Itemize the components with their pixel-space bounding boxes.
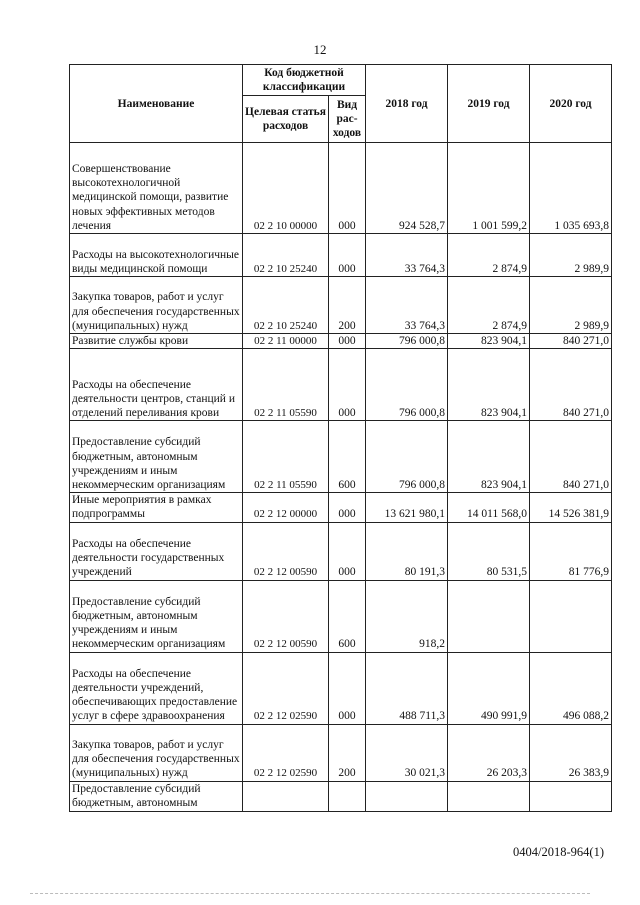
row-expense-kind-cell: 000 [329,349,366,421]
row-2019-value-cell: 80 531,5 [448,522,530,580]
row-2020-value-cell: 840 271,0 [530,349,612,421]
row-name-cell: Совершенствование высокотехнологичной медицинской помощи, развитие новых эффективных методов лечения [70,143,243,234]
row-2019-value-cell: 26 203,3 [448,724,530,781]
row-target-code-cell: 02 2 12 00000 [243,493,329,522]
header-2020: 2020 год [530,65,612,143]
table-header [70,65,612,143]
row-name-cell: Расходы на высокотехнологичные виды медицинской помощи [70,234,243,277]
budget-table [69,64,612,812]
table-row [70,781,612,811]
row-target-code-cell: 02 2 12 00590 [243,580,329,652]
row-name-cell: Расходы на обеспечение деятельности государственных учреждений [70,522,243,580]
row-name-cell: Расходы на обеспечение деятельности центров, станций и отделений переливания крови [70,349,243,421]
row-2018-value-cell: 924 528,7 [366,143,448,234]
row-2019-value-cell: 823 904,1 [448,349,530,421]
table-row [70,493,612,522]
row-expense-kind-cell: 000 [329,652,366,724]
row-2019-value-cell: 2 874,9 [448,234,530,277]
table-row [70,652,612,724]
row-expense-kind-cell: 600 [329,421,366,493]
table-body [70,143,612,812]
row-2020-value-cell: 26 383,9 [530,724,612,781]
row-expense-kind-cell: 000 [329,234,366,277]
row-target-code-cell: 02 2 12 02590 [243,652,329,724]
row-2020-value-cell: 496 088,2 [530,652,612,724]
header-name: Наименование [70,65,243,143]
row-expense-kind-cell: 200 [329,277,366,334]
row-name-cell: Развитие службы крови [70,334,243,349]
row-2020-value-cell: 2 989,9 [530,234,612,277]
row-2019-value-cell: 823 904,1 [448,421,530,493]
row-target-code-cell: 02 2 10 00000 [243,143,329,234]
row-target-code-cell: 02 2 12 02590 [243,724,329,781]
row-expense-kind-cell: 000 [329,493,366,522]
row-target-code-cell [243,781,329,811]
row-expense-kind-cell: 200 [329,724,366,781]
row-expense-kind-cell: 000 [329,522,366,580]
header-2019: 2019 год [448,65,530,143]
table-row [70,234,612,277]
header-kbk: Код бюджетной классификации [243,65,366,96]
table-row [70,334,612,349]
row-2020-value-cell: 81 776,9 [530,522,612,580]
row-name-cell: Расходы на обеспечение деятельности учреждений, обеспечивающих предоставление услуг в сфере здравоохранения [70,652,243,724]
row-target-code-cell: 02 2 11 05590 [243,349,329,421]
row-expense-kind-cell: 600 [329,580,366,652]
table-row [70,522,612,580]
table-row [70,349,612,421]
table-row [70,724,612,781]
row-2020-value-cell: 14 526 381,9 [530,493,612,522]
row-name-cell: Предоставление субсидий бюджетным, автономным учреждениям и иным некоммерческим организациям [70,580,243,652]
row-2018-value-cell: 80 191,3 [366,522,448,580]
row-target-code-cell: 02 2 11 05590 [243,421,329,493]
row-expense-kind-cell [329,781,366,811]
row-2020-value-cell [530,580,612,652]
row-2019-value-cell: 1 001 599,2 [448,143,530,234]
row-expense-kind-cell: 000 [329,334,366,349]
bottom-divider [30,893,590,894]
row-2019-value-cell [448,580,530,652]
row-target-code-cell: 02 2 12 00590 [243,522,329,580]
row-2018-value-cell: 796 000,8 [366,349,448,421]
row-2020-value-cell: 840 271,0 [530,334,612,349]
row-2018-value-cell: 918,2 [366,580,448,652]
row-2018-value-cell: 33 764,3 [366,277,448,334]
header-expense-kind: Вид рас-ходов [329,96,366,143]
row-expense-kind-cell: 000 [329,143,366,234]
row-name-cell: Закупка товаров, работ и услуг для обеспечения государственных (муниципальных) нужд [70,724,243,781]
row-2018-value-cell: 796 000,8 [366,421,448,493]
row-target-code-cell: 02 2 10 25240 [243,277,329,334]
header-2018: 2018 год [366,65,448,143]
row-2019-value-cell: 823 904,1 [448,334,530,349]
table-row [70,143,612,234]
row-target-code-cell: 02 2 10 25240 [243,234,329,277]
row-2018-value-cell: 33 764,3 [366,234,448,277]
row-2019-value-cell [448,781,530,811]
row-2020-value-cell: 2 989,9 [530,277,612,334]
document-code: 0404/2018-964(1) [513,845,604,859]
table-row [70,277,612,334]
header-target-article: Целевая статья расходов [243,96,329,143]
row-2018-value-cell: 488 711,3 [366,652,448,724]
table-row [70,421,612,493]
row-2020-value-cell: 840 271,0 [530,421,612,493]
row-2018-value-cell [366,781,448,811]
row-name-cell: Закупка товаров, работ и услуг для обеспечения государственных (муниципальных) нужд [70,277,243,334]
row-2020-value-cell: 1 035 693,8 [530,143,612,234]
row-2019-value-cell: 14 011 568,0 [448,493,530,522]
row-2018-value-cell: 796 000,8 [366,334,448,349]
row-target-code-cell: 02 2 11 00000 [243,334,329,349]
table-row [70,580,612,652]
row-2019-value-cell: 490 991,9 [448,652,530,724]
row-name-cell: Предоставление субсидий бюджетным, автономным учреждениям и иным некоммерческим организациям [70,421,243,493]
row-name-cell: Предоставление субсидий бюджетным, автономным [70,781,243,811]
row-2018-value-cell: 30 021,3 [366,724,448,781]
row-2019-value-cell: 2 874,9 [448,277,530,334]
row-name-cell: Иные мероприятия в рамках подпрограммы [70,493,243,522]
row-2018-value-cell: 13 621 980,1 [366,493,448,522]
row-2020-value-cell [530,781,612,811]
page-number: 12 [313,42,327,57]
